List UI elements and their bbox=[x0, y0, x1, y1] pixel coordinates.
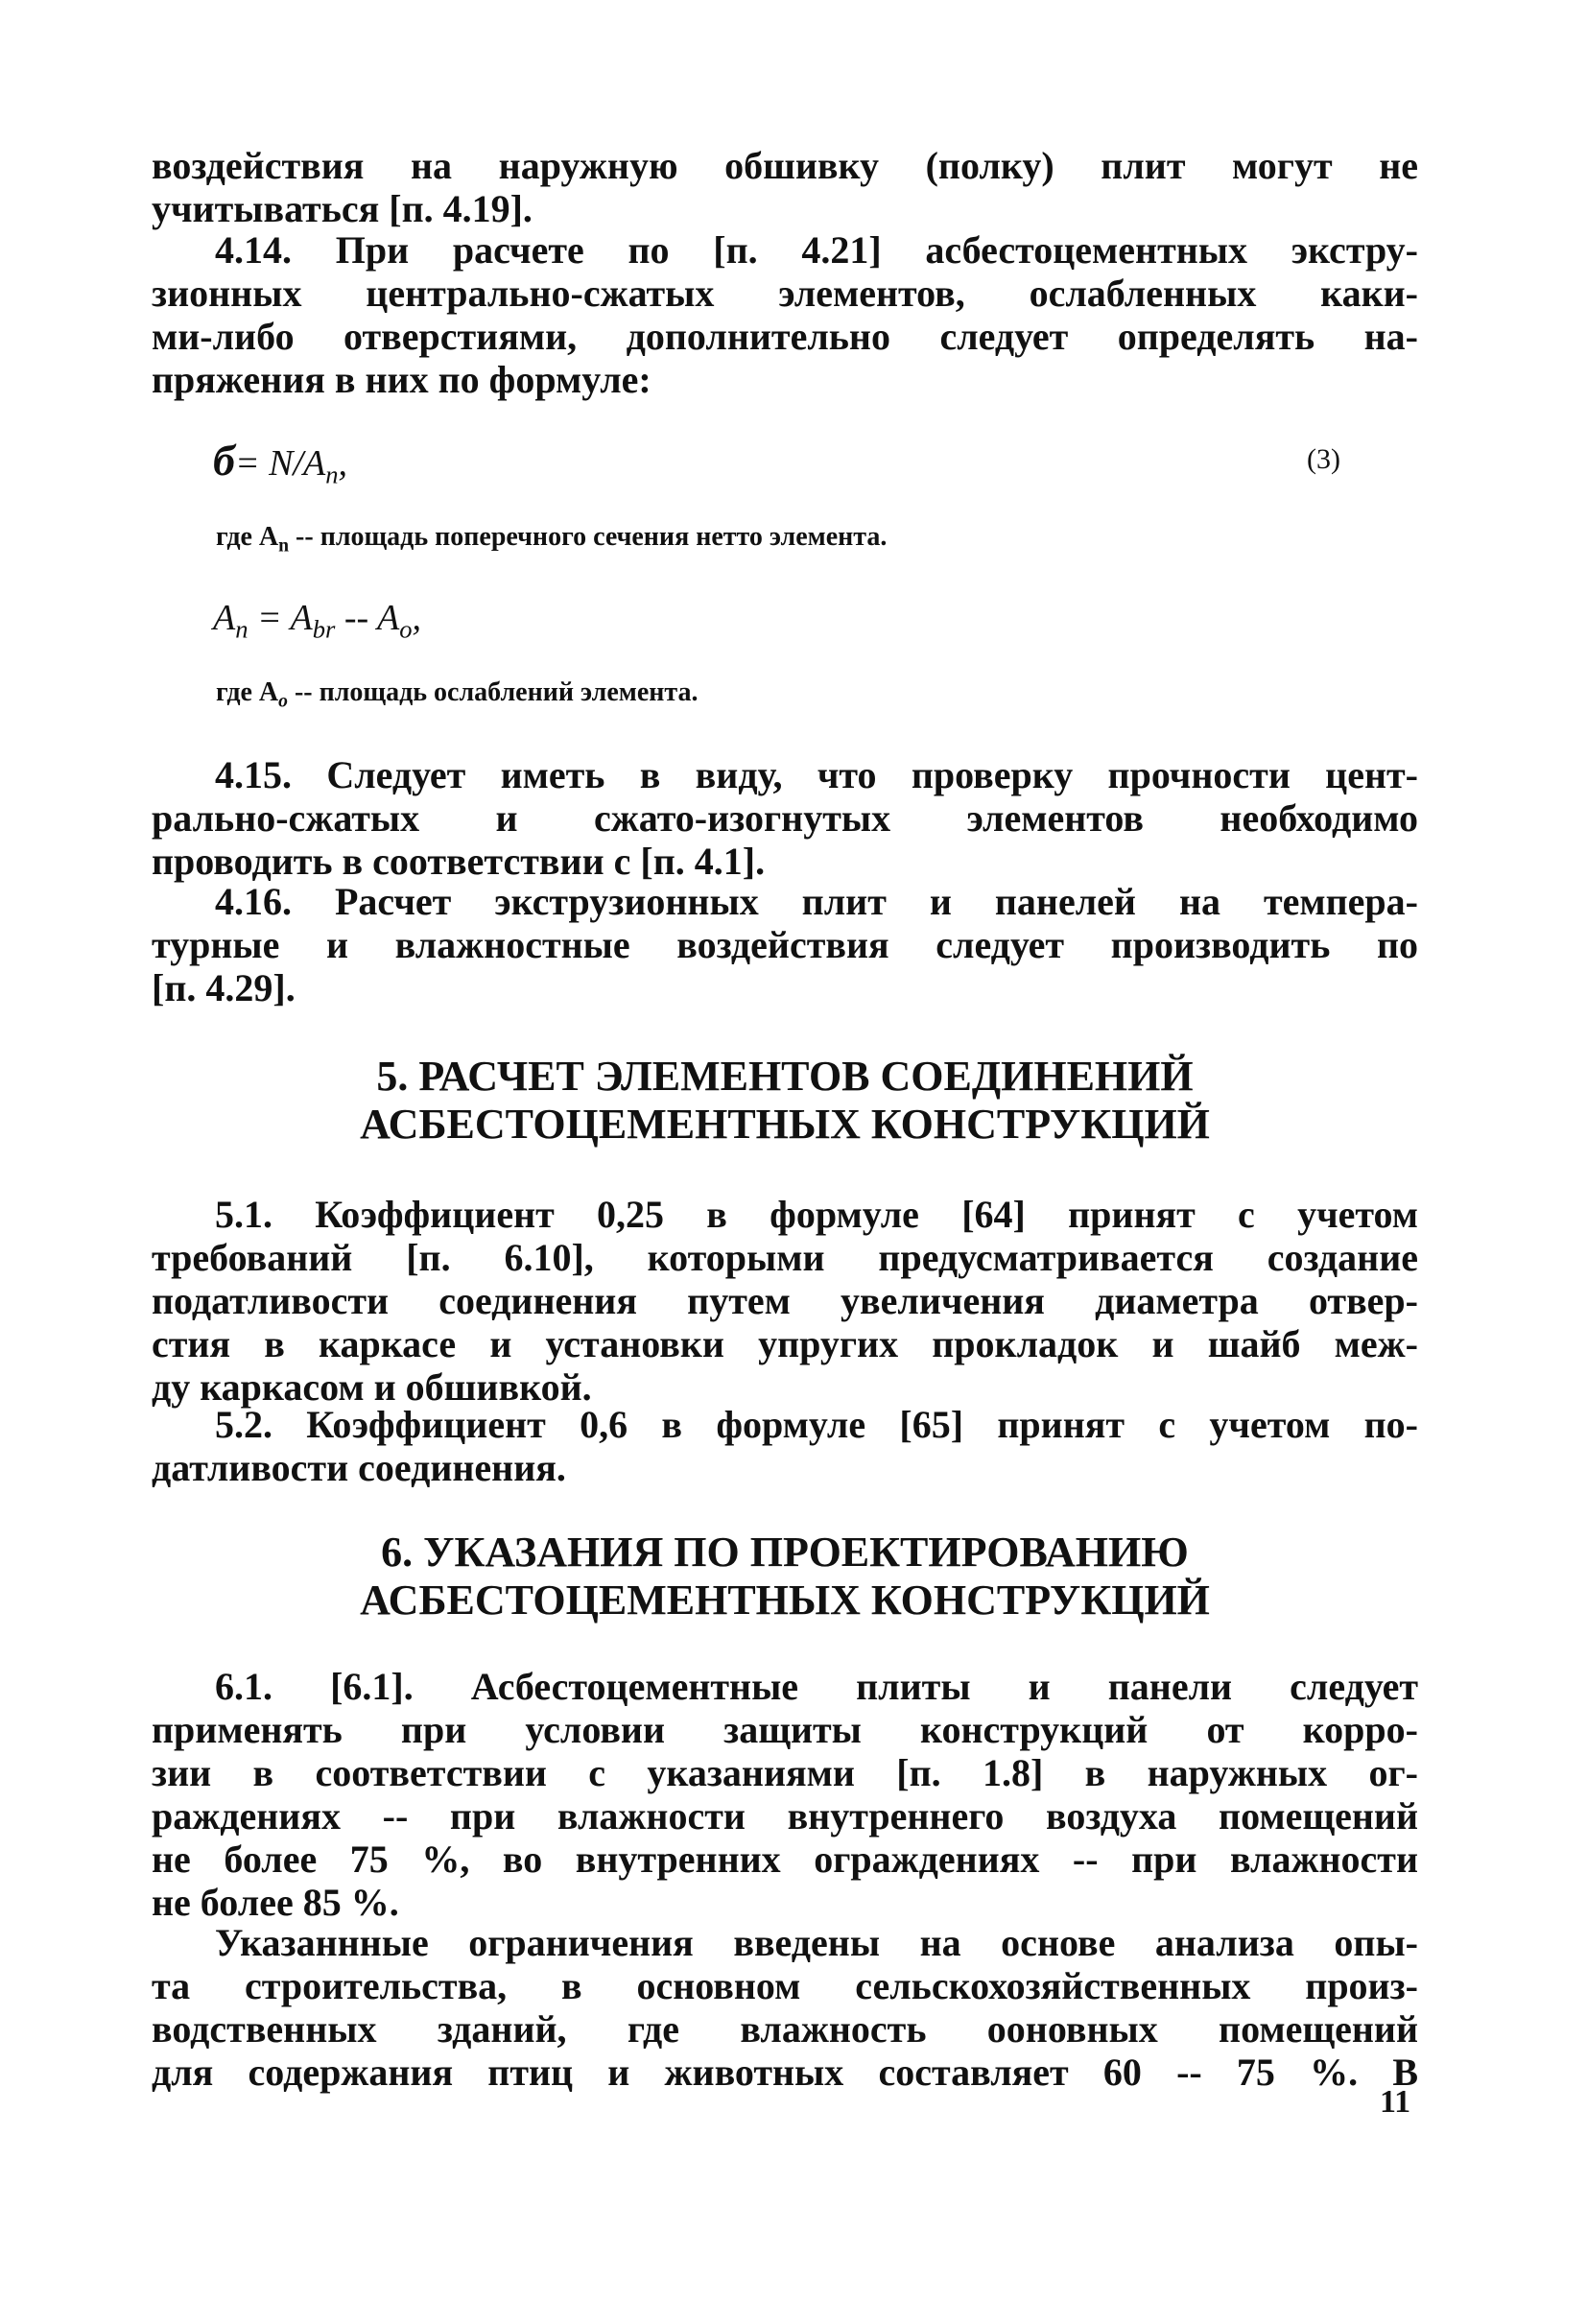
paragraph-4-15 bbox=[152, 753, 1418, 883]
text-line: не более 75 %, во внутренних ограждениях -- при влажности bbox=[152, 1838, 1418, 1881]
text-line: зии в соответствии с указаниями [п. 1.8] в наружных ог- bbox=[152, 1751, 1418, 1794]
text-line: 5.1. Коэффициент 0,25 в формуле [64] принят с учетом bbox=[215, 1193, 1418, 1236]
text-line: рально-сжатых и сжато-изогнутых элементов необходимо bbox=[152, 796, 1418, 840]
formula-number: (3) bbox=[1307, 443, 1340, 475]
text-line: турные и влажностные воздействия следует производить по bbox=[152, 923, 1418, 966]
paragraph-6-1 bbox=[152, 1665, 1418, 1924]
formula-3: $б= N/A_n$, bbox=[213, 436, 348, 489]
formula-note: где $A_o$ -- площадь ослаблений элемента. bbox=[216, 677, 699, 712]
text-line: 4.14. При расчете по [п. 4.21] асбестоцементных экстру- bbox=[215, 228, 1418, 272]
text-line: зионных центрально-сжатых элементов, ослабленных каки- bbox=[152, 272, 1418, 315]
paragraph-4-14 bbox=[152, 228, 1418, 401]
section-heading-5 bbox=[152, 1053, 1418, 1149]
heading-line: 5. РАСЧЕТ ЭЛЕМЕНТОВ СОЕДИНЕНИЙ bbox=[376, 1053, 1194, 1100]
paragraph-5-1 bbox=[152, 1193, 1418, 1409]
text-line: пряжения в них по формуле: bbox=[152, 358, 651, 401]
text-line: раждениях -- при влажности внутреннего воздуха помещений bbox=[152, 1794, 1418, 1838]
paragraph-4-16 bbox=[152, 880, 1418, 1009]
text-line: применять при условии защиты конструкций от корро- bbox=[152, 1708, 1418, 1751]
text-line: воздействия на наружную обшивку (полку) плит могут не bbox=[152, 144, 1418, 187]
text-line: стия в каркасе и установки упругих прокладок и шайб меж- bbox=[152, 1322, 1418, 1365]
text-line: податливости соединения путем увеличения диаметра отвер- bbox=[152, 1279, 1418, 1322]
formula-note: где $A_n$ -- площадь поперечного сечения нетто элемента. bbox=[216, 522, 888, 557]
section-heading-6 bbox=[152, 1529, 1418, 1624]
sigma-symbol: б bbox=[213, 436, 235, 485]
text-line: та строительства, в основном сельскохозяйственных произ- bbox=[152, 1964, 1418, 2007]
page-number: 11 bbox=[1380, 2084, 1411, 2120]
paragraph-6-1-explanation bbox=[152, 1921, 1418, 2094]
text-line: 5.2. Коэффициент 0,6 в формуле [65] принят с учетом по- bbox=[215, 1403, 1418, 1446]
paragraph-4-13-continuation bbox=[152, 144, 1418, 230]
text-line: 4.16. Расчет экструзионных плит и панелей на темпера- bbox=[215, 880, 1418, 923]
text-line: проводить в соответствии с [п. 4.1]. bbox=[152, 840, 766, 883]
text-line: для содержания птиц и животных составляет 60 -- 75 %. В bbox=[152, 2051, 1418, 2094]
heading-line: АСБЕСТОЦЕМЕНТНЫХ КОНСТРУКЦИЙ bbox=[360, 1577, 1210, 1624]
text-line: 4.15. Следует иметь в виду, что проверку прочности цент- bbox=[215, 753, 1418, 796]
text-line: [п. 4.29]. bbox=[152, 966, 296, 1009]
heading-line: 6. УКАЗАНИЯ ПО ПРОЕКТИРОВАНИЮ bbox=[381, 1529, 1189, 1576]
text-line: ми-либо отверстиями, дополнительно следует определять на- bbox=[152, 315, 1418, 358]
text-line: Указаннные ограничения введены на основе анализа опы- bbox=[215, 1921, 1418, 1964]
formula-net-area: $A_n = A_{br} -- A_o$, bbox=[213, 598, 421, 644]
text-line: требований [п. 6.10], которыми предусматривается создание bbox=[152, 1236, 1418, 1279]
text-line: учитываться [п. 4.19]. bbox=[152, 187, 533, 230]
text-line: 6.1. [6.1]. Асбестоцементные плиты и панели следует bbox=[215, 1665, 1418, 1708]
heading-line: АСБЕСТОЦЕМЕНТНЫХ КОНСТРУКЦИЙ bbox=[360, 1101, 1210, 1148]
paragraph-5-2 bbox=[152, 1403, 1418, 1489]
text-line: ду каркасом и обшивкой. bbox=[152, 1365, 592, 1409]
text-line: датливости соединения. bbox=[152, 1446, 566, 1489]
text-line: водственных зданий, где влажность ооновных помещений bbox=[152, 2007, 1418, 2051]
text-line: не более 85 %. bbox=[152, 1881, 399, 1924]
